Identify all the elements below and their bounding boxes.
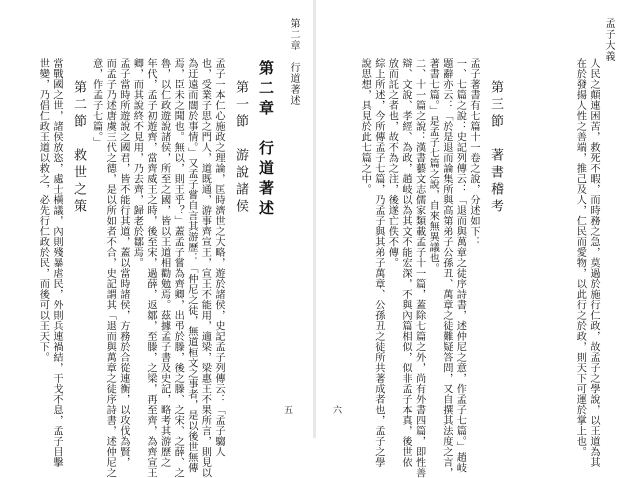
section-1-line: 為迂遠而闊於事情。」又孟子嘗自言其游歷：「仲尼之徒，無道桓文之事者，是以後世無傳 (185, 58, 197, 473)
section-3-line: 說思想，具見於此七篇之中。 (359, 58, 371, 195)
section-2-line: 世變，乃倡仁政王道以救之，必先行仁政於民，而後可以王天下。 (37, 58, 49, 363)
left-page-number: 五 (283, 406, 293, 416)
left-running-head: 第二章 行道著述 (288, 18, 299, 106)
section-2-title: 第二節 救世之策 (71, 80, 86, 216)
section-1-line: 年代，孟子初遊齊，當齊威王之時，後至宋，過薛，返鄒，至滕，之梁，再至齊，為齊宣王 (145, 58, 156, 478)
section-1-line: 魯，以仁政遊說諸侯，所至之國，皆以王道相勸勉焉。茲據孟子書及史記，略考其游歷之 (158, 58, 170, 468)
section-3-line: 著書七篇。」是孟子七篇之說，自來無異議也。 (427, 58, 439, 274)
section-1-line: 卿，而其說終不見用，乃去齊，歸老於鄒焉。 (131, 58, 143, 268)
section-1-title: 第一節 游說諸侯 (233, 80, 248, 216)
section-1-line: 孟子一本仁心施政之理論，匡時濟世之大略，遊於諸侯，史記孟子列傳云：「孟子騶人 (213, 58, 224, 457)
section-1-line: 焉，臣未之聞也。無以，則王乎？」蓋孟子嘗為齊卿，出弔於滕，後之滕、之宋、之薛、之 (172, 58, 184, 478)
chapter-title: 第二章 行道著述 (257, 60, 275, 220)
section-3-line: 辯、文說、孝經、為政，趙岐以為其文不能宏深，不與內篇相似，似非孟子本真，後世依 (400, 58, 411, 468)
section-1-line: 而孟子乃述唐虞三代之德，是以所如者不合，史記謂其「退而與萬章之徒序詩書，述仲尼之 (104, 58, 116, 478)
section-1-line: 意，作孟子七篇。」 (90, 58, 102, 148)
right-page-number: 六 (333, 406, 343, 416)
intro-line: 在於發揚人性之善端，推己及人，仁民而愛物，以此行之於政，則天下可運於掌上也。 (574, 58, 586, 457)
section-3-line: 放而託之者也，故不為之注，後遂亡佚不傳。 (386, 58, 398, 268)
right-page (315, 0, 630, 478)
section-2-line: 當戰國之世，諸侯放恣，處士橫議，內則殘暴虐民，外則兵連禍結，干戈不息，孟子目擊 (51, 58, 62, 468)
section-1-line: 也，受業子思之門人，道既通，游事齊宣王，宣王不能用，適梁，梁惠王不果所言，則見以 (199, 58, 211, 478)
section-3-line: 孟子著書有七篇十一卷之說，分述如下： (468, 58, 479, 247)
section-3-line: 二、十一篇之說：漢書藝文志儒家類載孟子十一篇，蓋除七篇之外，尚有外書四篇，即性善 (413, 58, 425, 478)
right-running-head: 孟子大義 (603, 18, 614, 62)
section-3-line: 綜上所述，今所傳孟子七篇，乃孟子與其弟子萬章、公孫丑之徒所共著成者也，孟子之學 (372, 58, 384, 468)
section-3-line: 題辭亦云：「於是退而論集所與高第弟子公孫丑、萬章之徒難疑答問，又自撰其法度之言， (440, 58, 452, 478)
section-3-title: 第三節 著書稽考 (488, 80, 503, 216)
section-3-line: 一、七篇之說：史記列傳云：「退而與萬章之徒序詩書，述仲尼之意，作孟子七篇。」趙岐 (454, 58, 466, 473)
section-1-line: 孟子當時所遊說之國君，皆不能行其道，蓋以當時諸侯，方務於合從連衡，以攻伐為賢， (117, 58, 129, 468)
intro-line: 人民之顛連困苦，救死不暇，而時務之急，莫過於施行仁政，故孟子之學說，以王道為其 (588, 58, 599, 468)
